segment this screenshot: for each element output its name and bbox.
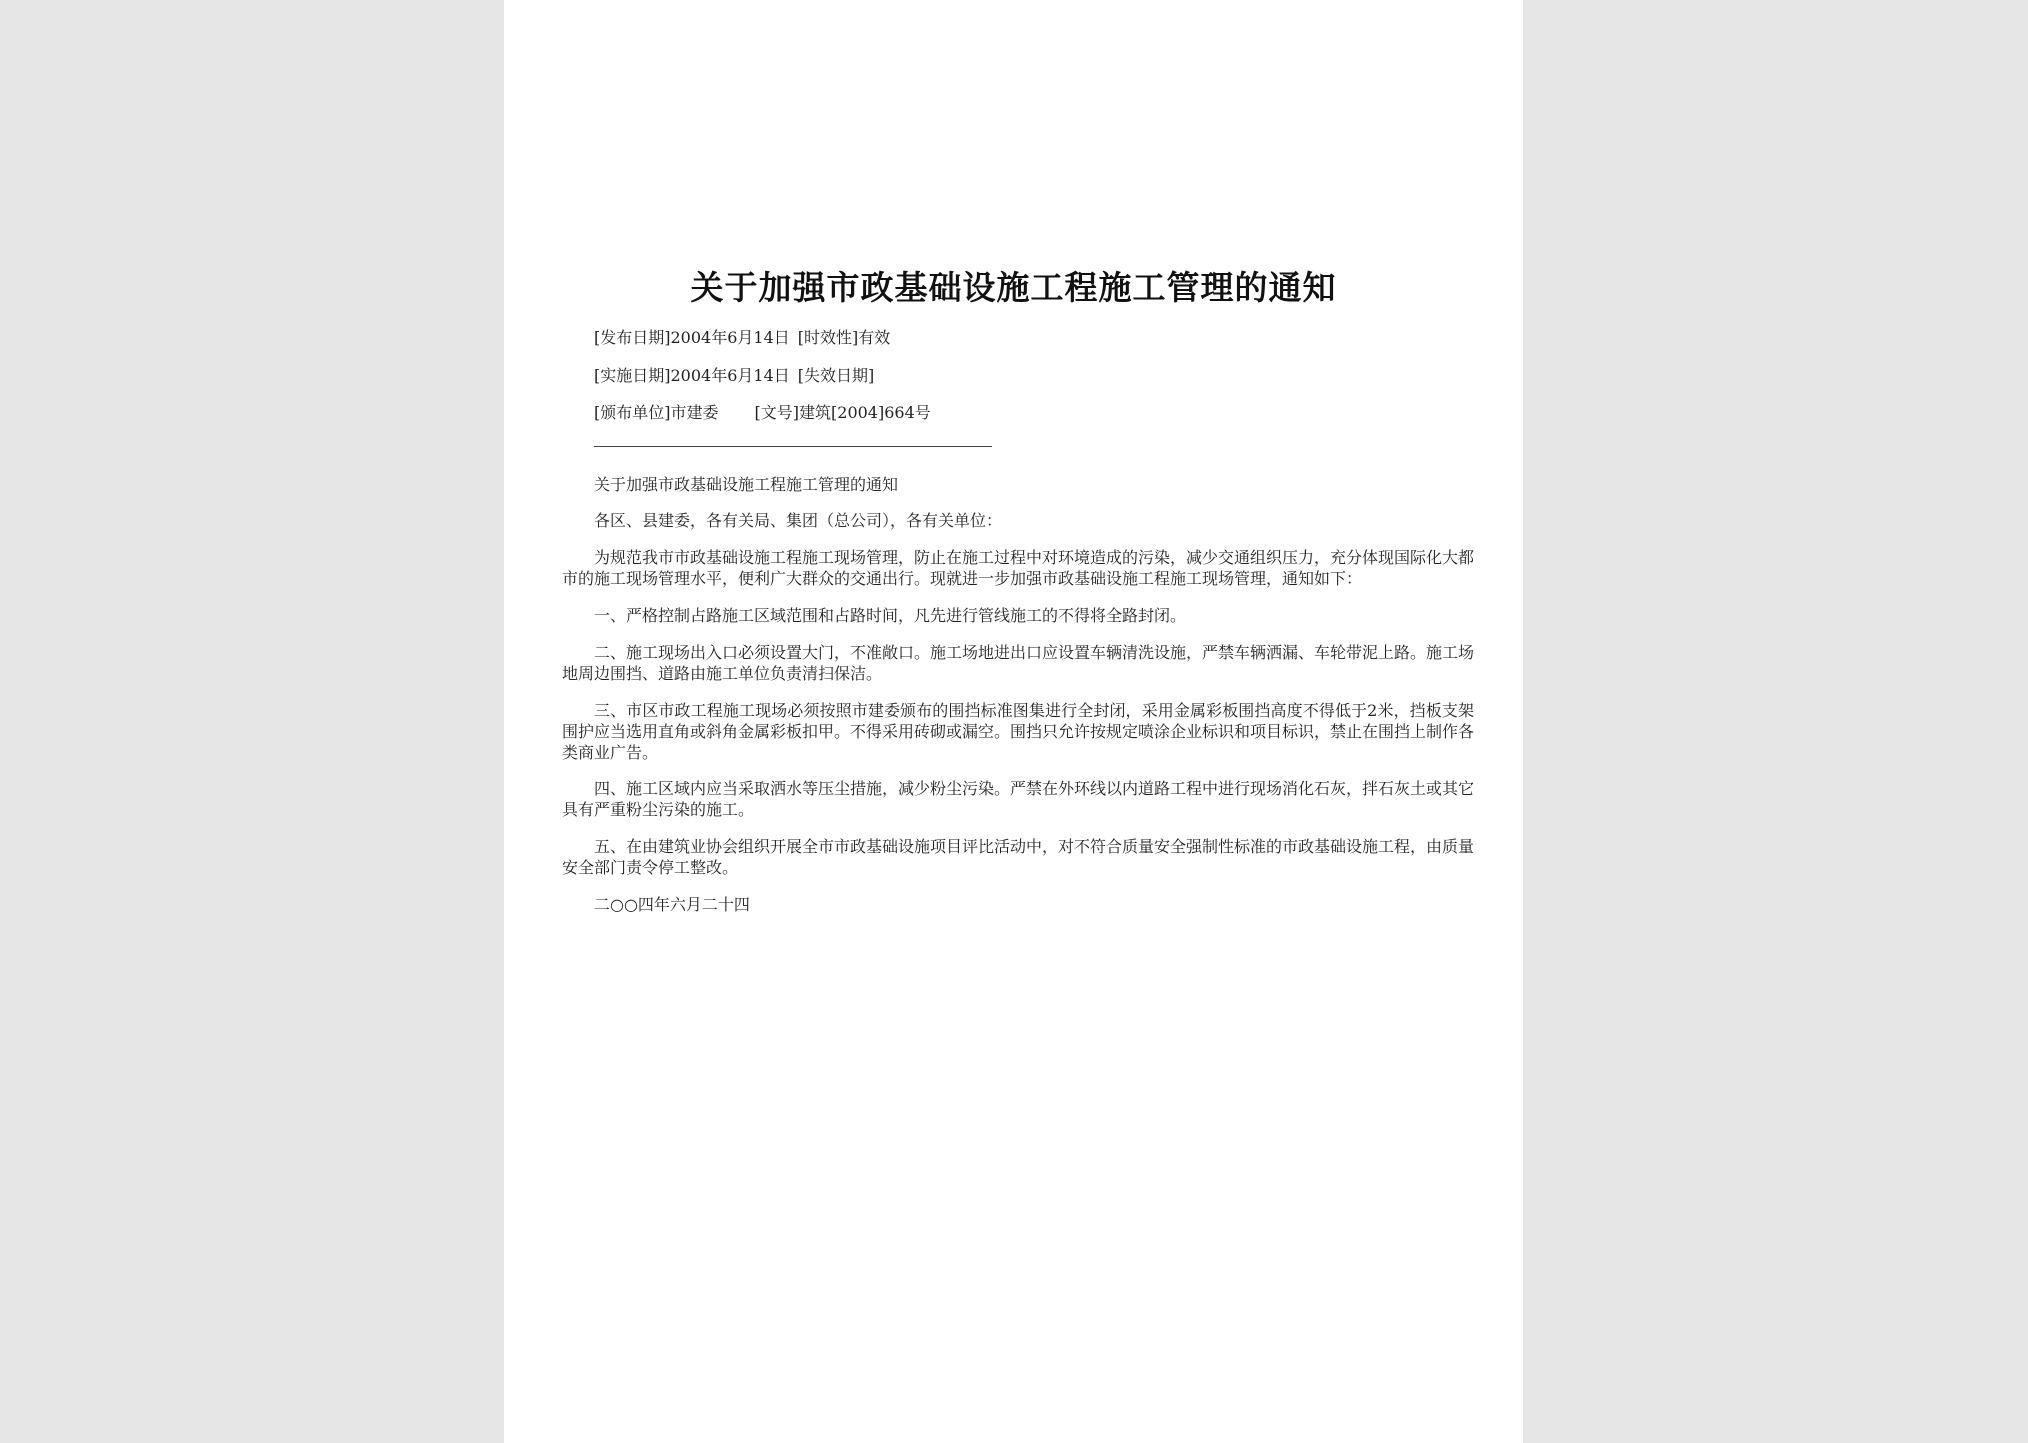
- issuer-label: [颁布单位]: [594, 403, 671, 422]
- doc-no-label: [文号]: [754, 403, 800, 422]
- item-3: 三、市区市政工程施工现场必须按照市建委颁布的围挡标准图集进行全封闭，采用金属彩板围挡高度不得低于2米，挡板支架围护应当选用直角或斜角金属彩板扣甲。不得采用砖砌或漏空。围挡只允许按规定喷涂企业标识和项目标识，禁止在围挡上制作各类商业广告。: [562, 701, 1475, 762]
- item-1: 一、严格控制占路施工区域范围和占路时间，凡先进行管线施工的不得将全路封闭。: [594, 606, 1187, 625]
- publish-date-label: [发布日期]: [594, 328, 671, 347]
- effective-date-value: 2004年6月14日: [670, 366, 790, 385]
- date-footer: 二○○四年六月二十四: [594, 895, 750, 914]
- meta-row-effective: [594, 363, 874, 386]
- validity-label: [时效性]: [797, 328, 859, 347]
- meta-row-publish: [594, 325, 890, 348]
- salutation: 各区、县建委，各有关局、集团（总公司），各有关单位：: [594, 511, 1003, 530]
- document-page: [504, 0, 1523, 1443]
- validity-value: 有效: [858, 328, 891, 347]
- body-heading: 关于加强市政基础设施工程施工管理的通知: [594, 475, 899, 494]
- document-title: 关于加强市政基础设施工程施工管理的通知: [690, 268, 1337, 307]
- item-2: 二、施工现场出入口必须设置大门，不准敞口。施工场地进出口应设置车辆清洗设施，严禁车辆洒漏、车轮带泥上路。施工场地周边围挡、道路由施工单位负责清扫保洁。: [562, 643, 1475, 683]
- item-5: 五、在由建筑业协会组织开展全市市政基础设施项目评比活动中，对不符合质量安全强制性标准的市政基础设施工程，由质量安全部门责令停工整改。: [562, 837, 1475, 877]
- header-divider: [594, 446, 992, 447]
- effective-date-label: [实施日期]: [594, 366, 671, 385]
- item-4: 四、施工区域内应当采取洒水等压尘措施，减少粉尘污染。严禁在外环线以内道路工程中进行现场消化石灰，拌石灰土或其它具有严重粉尘污染的施工。: [562, 779, 1475, 819]
- doc-no-value: 建筑[2004]664号: [799, 403, 931, 422]
- intro-paragraph: 为规范我市市政基础设施工程施工现场管理，防止在施工过程中对环境造成的污染，减少交通组织压力，充分体现国际化大都市的施工现场管理水平，便利广大群众的交通出行。现就进一步加强市政基础设施工程施工现场管理，通知如下：: [562, 548, 1475, 588]
- issuer-value: 市建委: [670, 403, 719, 422]
- meta-row-issuer: [594, 400, 931, 423]
- publish-date-value: 2004年6月14日: [670, 328, 790, 347]
- expiry-label: [失效日期]: [797, 366, 875, 385]
